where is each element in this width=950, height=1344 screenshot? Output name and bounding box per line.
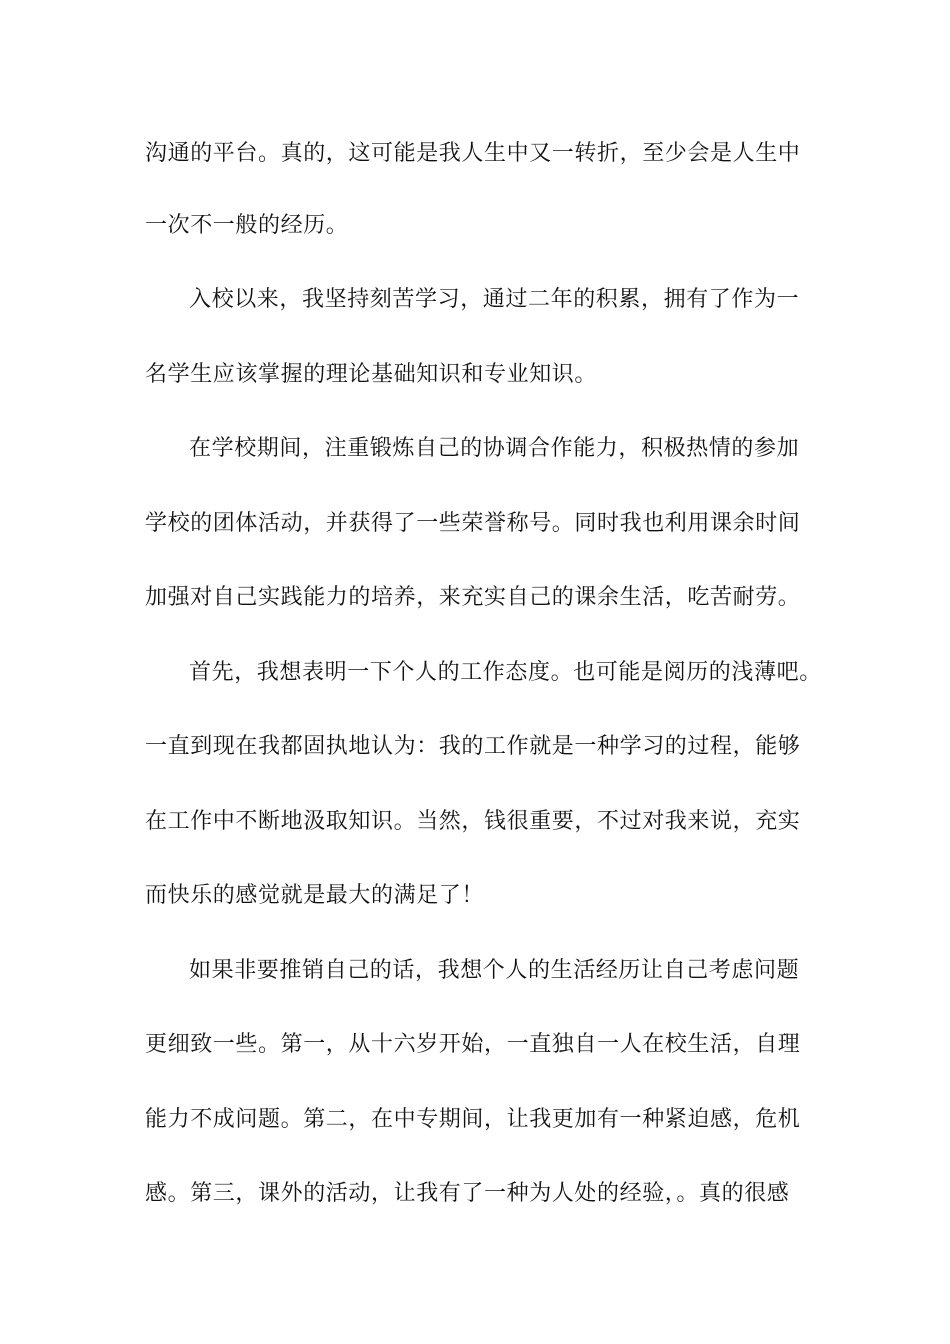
text-line: 一直到现在我都固执地认为：我的工作就是一种学习的过程，能够	[145, 734, 801, 759]
text-line: 沟通的平台。真的，这可能是我人生中又一转折，至少会是人生中	[145, 141, 801, 166]
text-line: 加强对自己实践能力的培养，来充实自己的课余生活，吃苦耐劳。	[145, 585, 801, 610]
text-line: 在学校期间，注重锻炼自己的协调合作能力，积极热情的参加	[189, 436, 800, 461]
text-line: 学校的团体活动，并获得了一些荣誉称号。同时我也利用课余时间	[145, 511, 801, 536]
text-line: 入校以来，我坚持刻苦学习，通过二年的积累，拥有了作为一	[189, 287, 800, 312]
text-line: 感。第三，课外的活动，让我有了一种为人处的经验，。真的很感	[145, 1181, 790, 1206]
text-line: 能力不成问题。第二，在中专期间，让我更加有一种紧迫感，危机	[145, 1107, 801, 1132]
text-line: 而快乐的感觉就是最大的满足了！	[145, 883, 485, 908]
text-line: 名学生应该掌握的理论基础知识和专业知识。	[145, 362, 598, 387]
text-line: 更细致一些。第一，从十六岁开始，一直独自一人在校生活，自理	[145, 1032, 801, 1057]
text-line: 首先，我想表明一下个人的工作态度。也可能是阅历的浅薄吧。	[189, 660, 822, 685]
text-line: 一次不一般的经历。	[145, 213, 349, 238]
text-line: 在工作中不断地汲取知识。当然，钱很重要，不过对我来说，充实	[145, 809, 801, 834]
text-line: 如果非要推销自己的话，我想个人的生活经历让自己考虑问题	[189, 958, 800, 983]
